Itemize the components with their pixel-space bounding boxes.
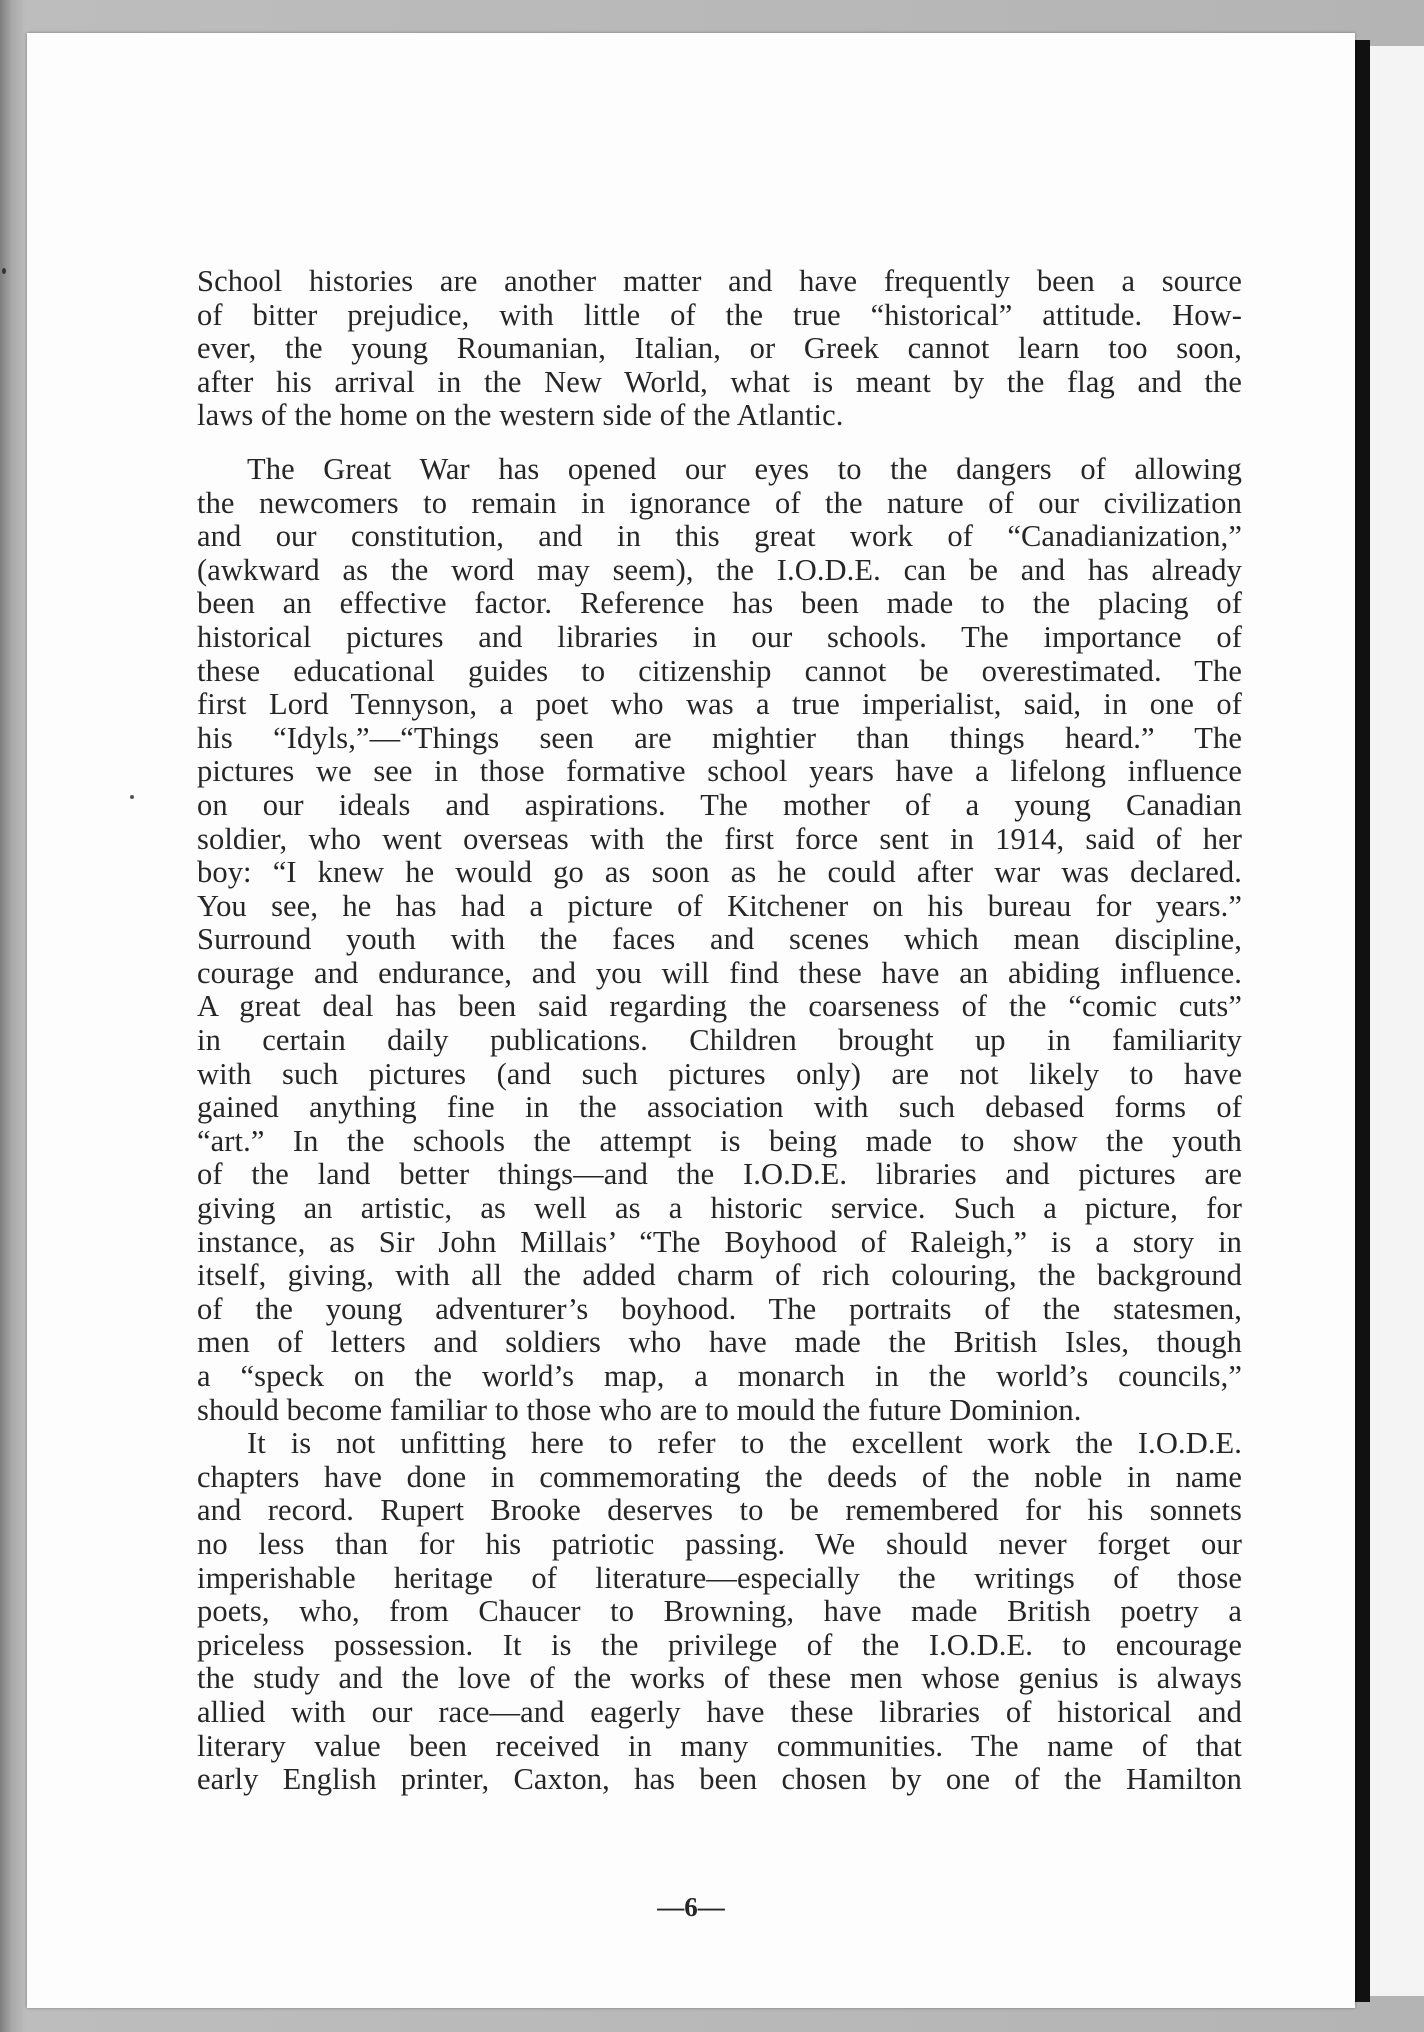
text-line: It is not unfitting here to refer to the excellent work the I.O.D.E. bbox=[247, 1426, 1242, 1461]
text-line: School histories are another matter and have frequently been a source bbox=[197, 264, 1242, 298]
text-line: soldier, who went overseas with the first force sent in 1914, said of her bbox=[197, 821, 1242, 856]
text-line: boy: “I knew he would go as soon as he could after war was declared. bbox=[197, 855, 1242, 890]
text-line: on our ideals and aspirations. The mother of a young Canadian bbox=[197, 787, 1242, 822]
text-line: of bitter prejudice, with little of the true “historical” attitude. How- bbox=[197, 297, 1242, 332]
text-line: imperishable heritage of literature—especially the writings of those bbox=[197, 1560, 1242, 1595]
text-line: ever, the young Roumanian, Italian, or Greek cannot learn too soon, bbox=[197, 331, 1242, 366]
text-line: of the land better things—and the I.O.D.E. libraries and pictures are bbox=[197, 1157, 1242, 1192]
adjacent-page-sliver bbox=[1370, 46, 1424, 1996]
paragraph-3 bbox=[197, 1427, 1242, 1797]
paragraph-1 bbox=[197, 265, 1242, 433]
text-line: itself, giving, with all the added charm of rich colouring, the background bbox=[197, 1258, 1242, 1293]
text-line: his “Idyls,”—“Things seen are mightier than things heard.” The bbox=[197, 720, 1242, 755]
document-page bbox=[27, 33, 1355, 2008]
text-line: after his arrival in the New World, what is meant by the flag and the bbox=[197, 364, 1242, 399]
text-line: A great deal has been said regarding the coarseness of the “comic cuts” bbox=[197, 989, 1242, 1024]
text-line: first Lord Tennyson, a poet who was a true imperialist, said, in one of bbox=[197, 687, 1242, 722]
text-line: literary value been received in many communities. The name of that bbox=[197, 1728, 1242, 1763]
text-line: instance, as Sir John Millais’ “The Boyhood of Raleigh,” is a story in bbox=[197, 1224, 1242, 1259]
body-text bbox=[197, 265, 1242, 1797]
text-line: and record. Rupert Brooke deserves to be remembered for his sonnets bbox=[197, 1493, 1242, 1528]
scan-speck bbox=[2, 268, 6, 274]
text-line: these educational guides to citizenship cannot be overestimated. The bbox=[197, 653, 1242, 688]
text-line: men of letters and soldiers who have made the British Isles, though bbox=[197, 1325, 1242, 1360]
text-line: pictures we see in those formative school years have a lifelong influence bbox=[197, 754, 1242, 789]
text-line: in certain daily publications. Children brought up in familiarity bbox=[197, 1023, 1242, 1058]
text-line: priceless possession. It is the privilege of the I.O.D.E. to encourage bbox=[197, 1627, 1242, 1662]
text-line: the study and the love of the works of these men whose genius is always bbox=[197, 1661, 1242, 1696]
text-line: courage and endurance, and you will find these have an abiding influence. bbox=[197, 955, 1242, 990]
text-line: chapters have done in commemorating the deeds of the noble in name bbox=[197, 1459, 1242, 1494]
text-line: with such pictures (and such pictures only) are not likely to have bbox=[197, 1056, 1242, 1091]
text-line: poets, who, from Chaucer to Browning, have made British poetry a bbox=[197, 1594, 1242, 1629]
text-line: The Great War has opened our eyes to the dangers of allowing bbox=[247, 451, 1242, 486]
text-line: Surround youth with the faces and scenes which mean discipline, bbox=[197, 922, 1242, 957]
text-line: allied with our race—and eagerly have these libraries of historical and bbox=[197, 1694, 1242, 1729]
text-line: laws of the home on the western side of the Atlantic. bbox=[197, 398, 844, 433]
text-line: historical pictures and libraries in our schools. The importance of bbox=[197, 619, 1242, 654]
scan-speck bbox=[130, 795, 134, 799]
text-line: a “speck on the world’s map, a monarch in the world’s councils,” bbox=[197, 1359, 1242, 1393]
text-line: gained anything fine in the association with such debased forms of bbox=[197, 1090, 1242, 1125]
text-line: and our constitution, and in this great work of “Canadianization,” bbox=[197, 519, 1242, 554]
text-line: You see, he has had a picture of Kitchener on his bureau for years.” bbox=[197, 888, 1242, 923]
text-line: of the young adventurer’s boyhood. The portraits of the statesmen, bbox=[197, 1291, 1242, 1326]
text-line: no less than for his patriotic passing. We should never forget our bbox=[197, 1526, 1242, 1561]
text-line: the newcomers to remain in ignorance of the nature of our civilization bbox=[197, 485, 1242, 520]
text-line: been an effective factor. Reference has been made to the placing of bbox=[197, 586, 1242, 621]
page-binding-edge bbox=[1355, 40, 1370, 2002]
text-line: “art.” In the schools the attempt is being made to show the youth bbox=[197, 1123, 1242, 1158]
text-line: giving an artistic, as well as a historic service. Such a picture, for bbox=[197, 1191, 1242, 1226]
text-line: (awkward as the word may seem), the I.O.D.E. can be and has already bbox=[197, 552, 1242, 587]
text-line: early English printer, Caxton, has been chosen by one of the Hamilton bbox=[197, 1762, 1242, 1797]
paragraph-2 bbox=[197, 453, 1242, 1427]
text-line: should become familiar to those who are to mould the future Dominion. bbox=[197, 1392, 1082, 1427]
page-number: —6— bbox=[657, 1892, 725, 1922]
